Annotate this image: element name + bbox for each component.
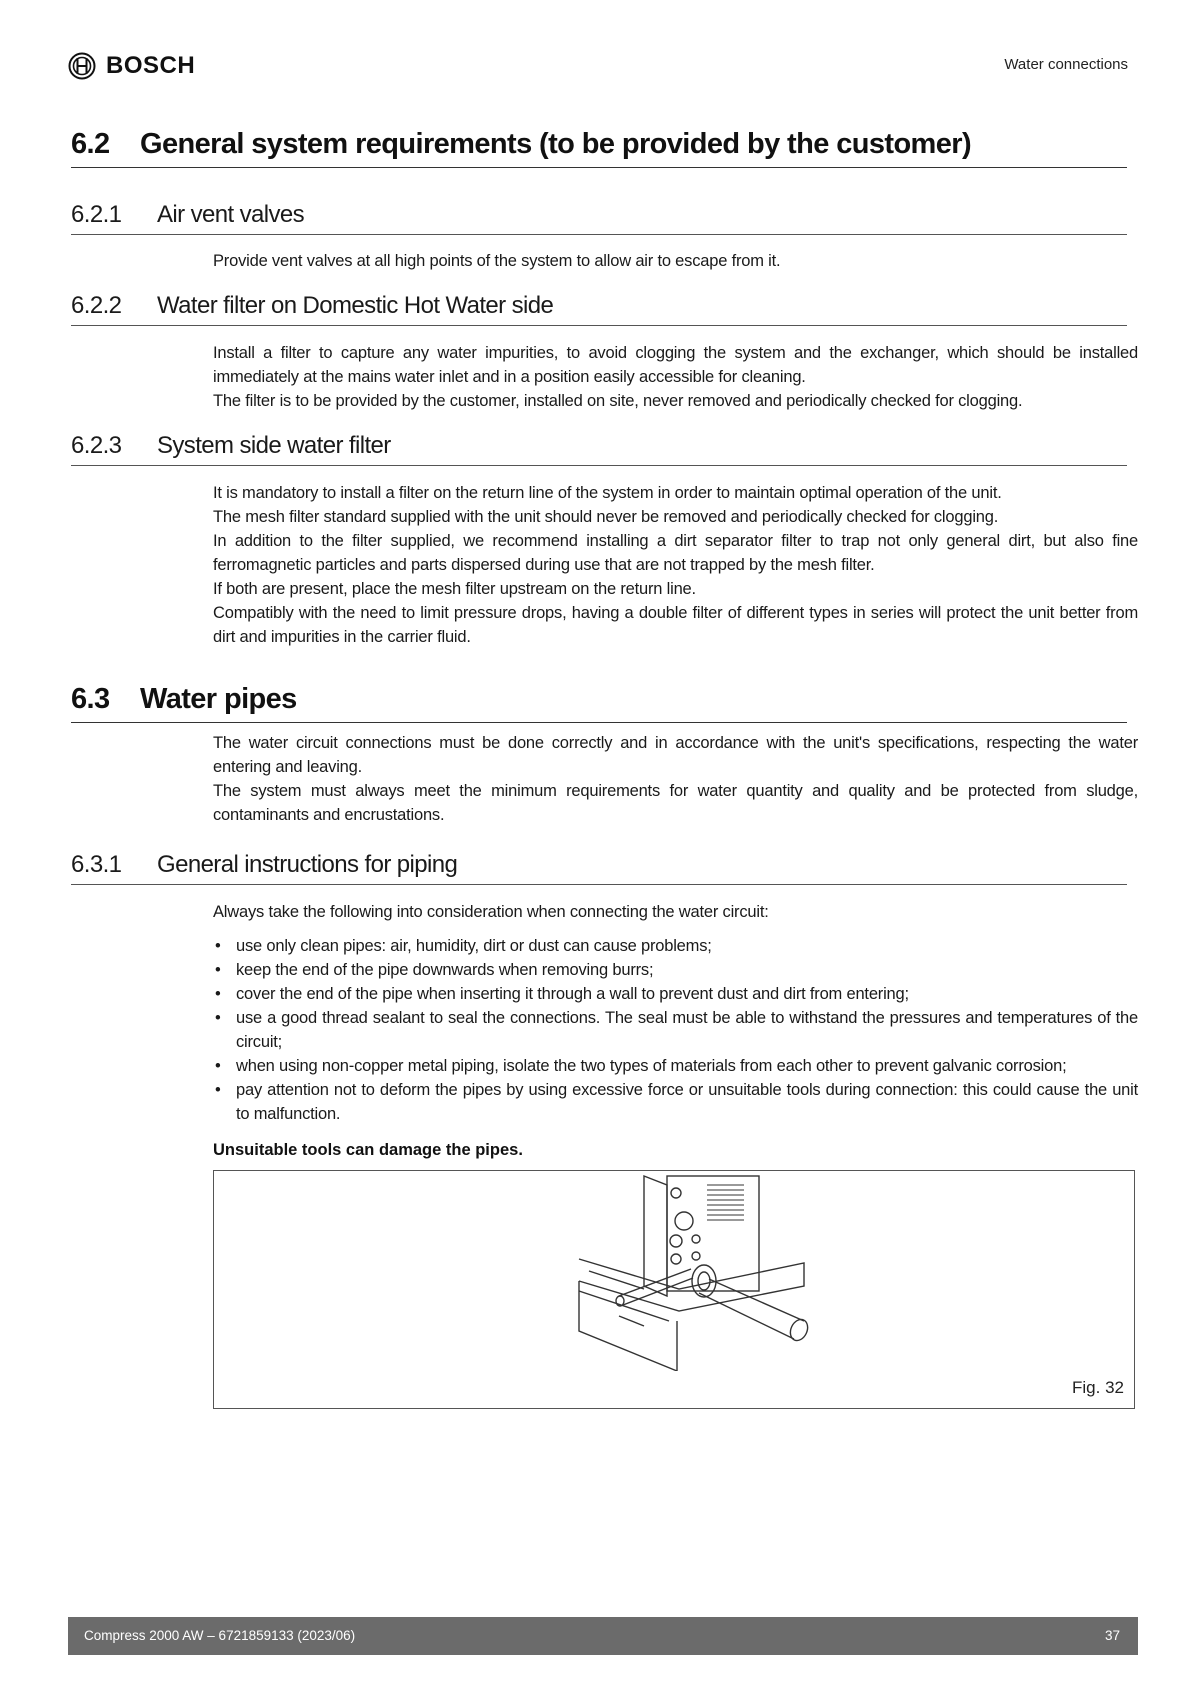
heading-title: Water pipes <box>140 683 297 715</box>
page-footer <box>68 1617 1138 1655</box>
brand-name: BOSCH <box>106 52 196 79</box>
heading-6-2-1 <box>71 201 1127 235</box>
list-item: • use a good thread sealant to seal the connections. The seal must be able to withstand the pressures and temperatures of the circuit; <box>213 1006 1138 1054</box>
paragraph: The system must always meet the minimum requirements for water quantity and quality and be protected from sludge, contaminants and encrustations. <box>213 782 1138 824</box>
heading-number: 6.2 <box>71 128 110 160</box>
header-section-title: Water connections <box>1004 56 1128 73</box>
figure-32 <box>213 1170 1135 1409</box>
intro-paragraph: Always take the following into consideration when connecting the water circuit: <box>213 903 769 921</box>
list-item: • pay attention not to deform the pipes by using excessive force or unsuitable tools during connection: this could cause the unit to malfunction. <box>213 1078 1138 1126</box>
figure-caption: Unsuitable tools can damage the pipes. <box>213 1141 523 1159</box>
bosch-logo <box>68 52 195 80</box>
heading-number: 6.2.2 <box>71 292 122 319</box>
paragraph: If both are present, place the mesh filter upstream on the return line. <box>213 580 696 598</box>
list-item: • use only clean pipes: air, humidity, dirt or dust can cause problems; <box>213 934 1138 958</box>
heading-number: 6.3.1 <box>71 851 122 878</box>
body-6-3-1 <box>213 900 1138 1126</box>
figure-label: Fig. 32 <box>1072 1378 1124 1397</box>
list-item: • keep the end of the pipe downwards when removing burrs; <box>213 958 1138 982</box>
paragraph: The filter is to be provided by the customer, installed on site, never removed and periodically checked for clogging. <box>213 392 1023 410</box>
body-6-2-1 <box>213 249 1138 273</box>
heading-title: General system requirements (to be provided by the customer) <box>140 128 972 160</box>
paragraph: The water circuit connections must be done correctly and in accordance with the unit's specifications, respecting the water entering and leaving. <box>213 734 1138 776</box>
heading-6-2-2 <box>71 292 1127 326</box>
paragraph: Compatibly with the need to limit pressure drops, having a double filter of different types in series will protect the unit better from dirt and impurities in the carrier fluid. <box>213 604 1138 646</box>
heading-title: General instructions for piping <box>157 851 458 878</box>
heading-number: 6.2.3 <box>71 432 122 459</box>
body-6-3 <box>213 731 1138 827</box>
heading-title: Water filter on Domestic Hot Water side <box>157 292 554 319</box>
heading-number: 6.2.1 <box>71 201 122 228</box>
paragraph: Provide vent valves at all high points of the system to allow air to escape from it. <box>213 252 781 270</box>
heading-title: Air vent valves <box>157 201 305 228</box>
heading-number: 6.3 <box>71 683 110 715</box>
pipe-connection-illustration <box>559 1171 829 1371</box>
page-number: 37 <box>1104 1628 1120 1643</box>
body-6-2-2 <box>213 341 1138 413</box>
bosch-armature-icon <box>68 52 96 80</box>
paragraph: In addition to the filter supplied, we recommend installing a dirt separator filter to trap not only general dirt, but also fine ferromagnetic particles and parts dispersed during use that are not trapped by the mesh filter. <box>213 532 1138 574</box>
page-header <box>68 50 1128 86</box>
body-6-2-3 <box>213 481 1138 649</box>
paragraph: The mesh filter standard supplied with the unit should never be removed and periodically checked for clogging. <box>213 508 999 526</box>
list-item: • when using non-copper metal piping, isolate the two types of materials from each other to prevent galvanic corrosion; <box>213 1054 1138 1078</box>
heading-6-3 <box>71 683 1127 723</box>
heading-6-2 <box>71 128 1127 168</box>
document-reference: Compress 2000 AW – 6721859133 (2023/06) <box>84 1628 356 1643</box>
instruction-list <box>213 934 1138 1126</box>
paragraph: It is mandatory to install a filter on the return line of the system in order to maintain optimal operation of the unit. <box>213 484 1002 502</box>
heading-6-3-1 <box>71 851 1127 885</box>
heading-title: System side water filter <box>157 432 391 459</box>
list-item: • cover the end of the pipe when inserting it through a wall to prevent dust and dirt from entering; <box>213 982 1138 1006</box>
heading-6-2-3 <box>71 432 1127 466</box>
paragraph: Install a filter to capture any water impurities, to avoid clogging the system and the exchanger, which should be installed immediately at the mains water inlet and in a position easily accessible for cleaning. <box>213 344 1138 386</box>
